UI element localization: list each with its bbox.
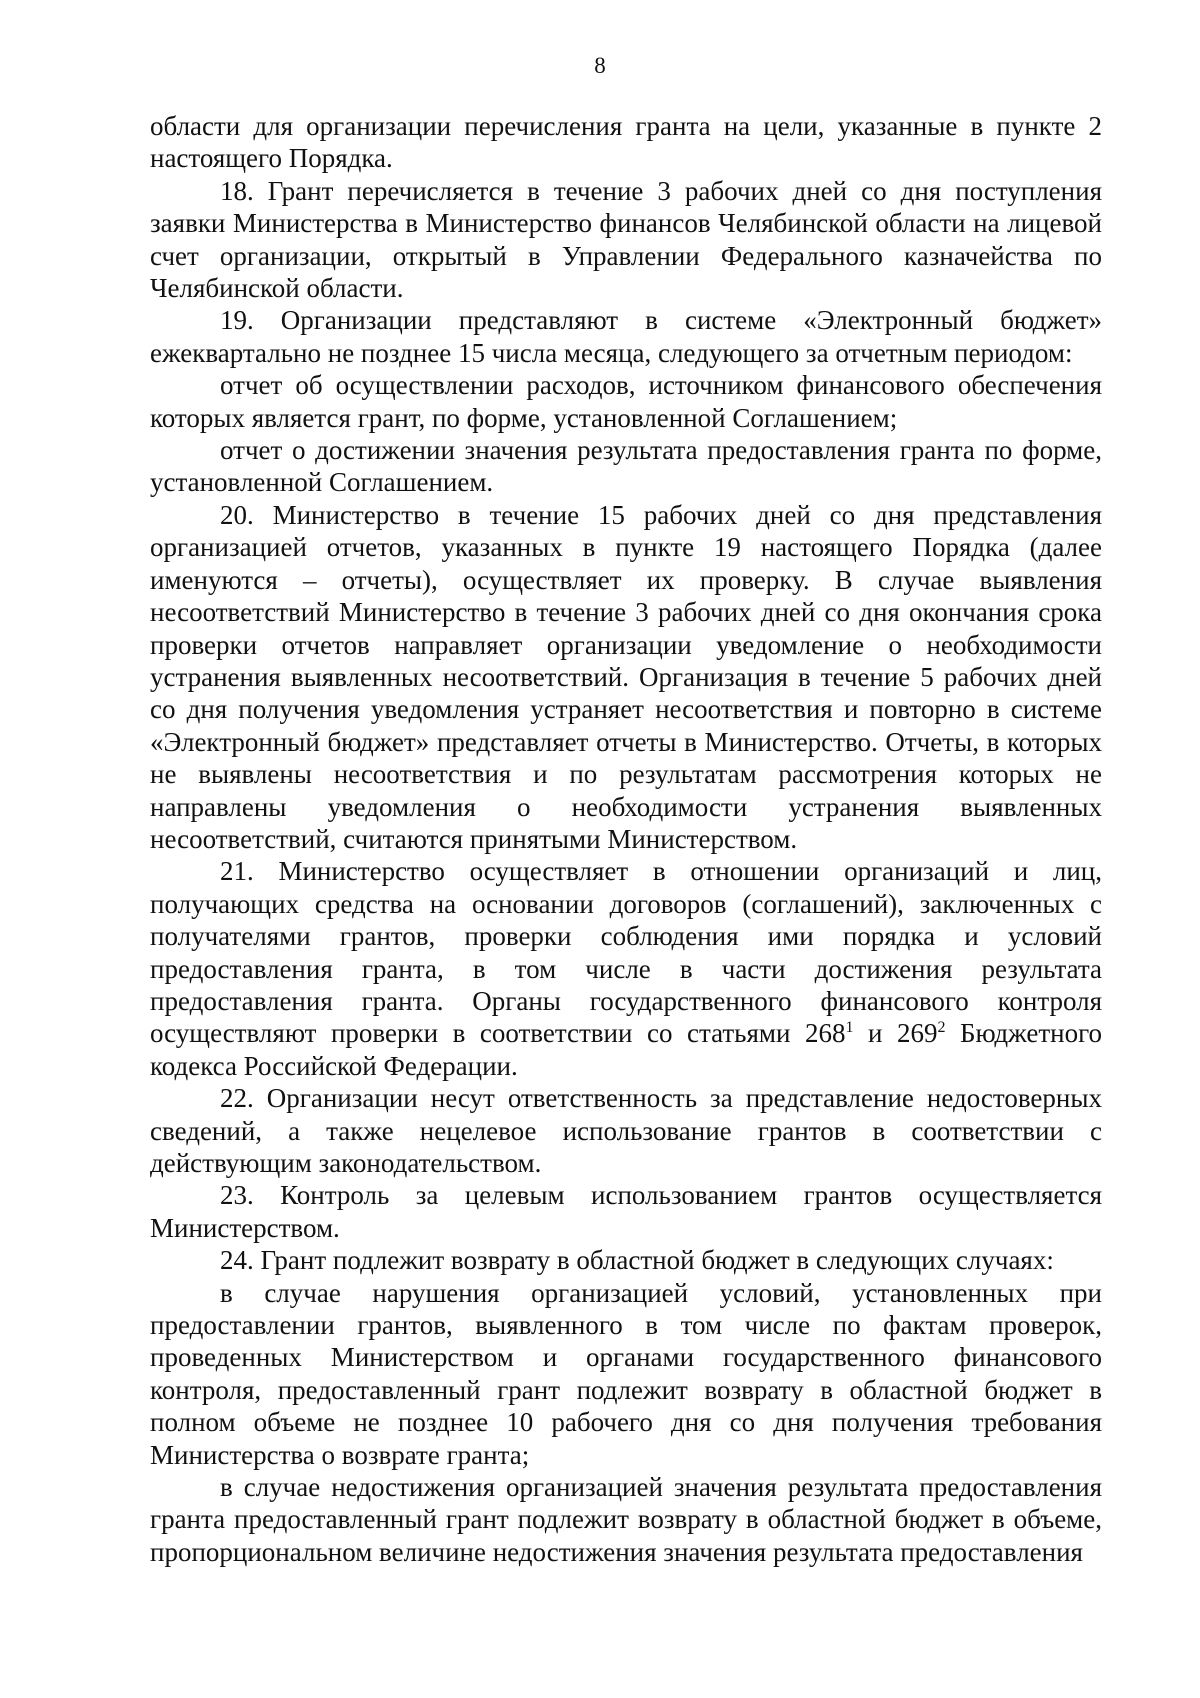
superscript-2: 2: [937, 1019, 946, 1037]
paragraph-18: 18. Грант перечисляется в течение 3 рабочих дней со дня поступления заявки Министерства в Министерство финансов Челябинской области на лицевой счет организации, открытый в Управлении Федерального казначейства по Челябинской области.: [150, 175, 1102, 304]
paragraph-22: 22. Организации несут ответственность за представление недостоверных сведений, а также нецелевое использование грантов в соответствии с действующим законодательством.: [150, 1083, 1102, 1178]
paragraph-23: 23. Контроль за целевым использованием грантов осуществляется Министерством.: [150, 1180, 1102, 1243]
paragraph-21: [150, 855, 1102, 1082]
superscript-1: 1: [845, 1019, 854, 1037]
paragraph-24-case-underachievement: в случае недостижения организацией значения результата предоставления гранта предоставленный грант подлежит возврату в областной бюджет в объеме, пропорциональном величине недостижения значения результата предоставления: [150, 1472, 1102, 1567]
paragraph-21-text-middle: и 269: [853, 1018, 938, 1049]
paragraph-21-text-after: Бюджетного кодекса Российской Федерации.: [150, 1018, 1102, 1081]
paragraph-19-item-result-report: отчет о достижении значения результата предоставления гранта по форме, установленной Соглашением.: [150, 435, 1102, 498]
document-body: [150, 110, 1102, 1568]
page-number: 8: [594, 53, 606, 78]
paragraph-24-case-violation: в случае нарушения организацией условий, установленных при предоставлении грантов, выявленного в том числе по фактам проверок, проведенных Министерством и органами государственного финансового контроля, предоставленный грант подлежит возврату в областной бюджет в полном объеме не позднее 10 рабочего дня со дня получения требования Министерства о возврате гранта;: [150, 1277, 1102, 1470]
paragraph-19-item-expenses-report: отчет об осуществлении расходов, источником финансового обеспечения которых является грант, по форме, установленной Соглашением;: [150, 370, 1102, 433]
paragraph-24: 24. Грант подлежит возврату в областной бюджет в следующих случаях:: [220, 1245, 1054, 1276]
paragraph-20: 20. Министерство в течение 15 рабочих дней со дня представления организацией отчетов, указанных в пункте 19 настоящего Порядка (далее именуются – отчеты), осуществляет их проверку. В случае выявления несоответствий Министерство в течение 3 рабочих дней со дня окончания срока проверки отчетов направляет организации уведомление о необходимости устранения выявленных несоответствий. Организация в течение 5 рабочих дней со дня получения уведомления устраняет несоответствия и повторно в системе «Электронный бюджет» представляет отчеты в Министерство. Отчеты, в которых не выявлены несоответствия и по результатам рассмотрения которых не направлены уведомления о необходимости устранения выявленных несоответствий, считаются принятыми Министерством.: [150, 499, 1102, 854]
paragraph-continuation: области для организации перечисления гранта на цели, указанные в пункте 2 настоящего Порядка.: [150, 111, 1102, 174]
paragraph-19: 19. Организации представляют в системе «Электронный бюджет» ежеквартально не позднее 15 числа месяца, следующего за отчетным периодом:: [150, 305, 1102, 368]
paragraph-21-text-before: 21. Министерство осуществляет в отношении организаций и лиц, получающих средства на основании договоров (соглашений), заключенных с получателями грантов, проверки соблюдения ими порядка и условий предоставления гранта, в том числе в части достижения результата предоставления гранта. Органы государственного финансового контроля осуществляют проверки в соответствии со статьями 268: [150, 856, 1102, 1049]
